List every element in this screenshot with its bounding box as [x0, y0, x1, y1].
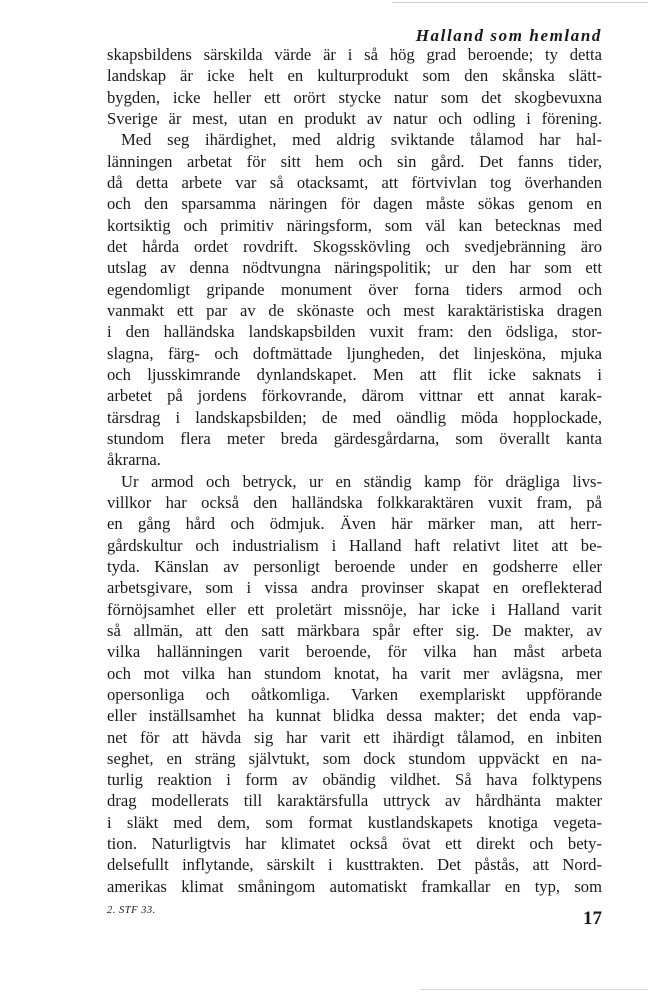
text-line: utslag av denna nödtvungna näringspolitik; ur den har som ett — [107, 258, 602, 278]
running-head: Halland som hemland — [415, 26, 602, 45]
text-line: och den sparsamma näringen för dagen måste sökas genom en — [107, 194, 602, 214]
text-line: vilka hallänningen varit beroende, för vilka han måst arbeta — [107, 642, 602, 662]
scan-edge-line-top — [392, 2, 648, 3]
text-line: kortsiktig och primitiv näringsform, som väl kan betecknas med — [107, 215, 602, 235]
text-line: länningen arbetat för sitt hem och sin gård. Det fanns tider, — [107, 151, 602, 171]
text-line: drag modellerats till karaktärsfulla uttryck av hårdhänta makter — [107, 791, 602, 811]
text-line: eller inställsamhet ha kunnat blidka dessa makter; det enda vap- — [107, 706, 602, 726]
text-line: tärsdrag i landskapsbilden; de med oändlig möda hopplockade, — [107, 407, 602, 427]
text-line: Med seg ihärdighet, med aldrig sviktande tålamod har hal- — [121, 130, 602, 150]
text-line: slagna, färg- och doftmättade ljungheden, det linjesköna, mjuka — [107, 343, 602, 363]
text-line: net för att hävda sig har varit ett ihärdigt tålamod, en inbiten — [107, 727, 602, 747]
text-line: bygden, icke heller ett orört stycke natur som det skogbevuxna — [107, 87, 602, 107]
text-line: Sverige är mest, utan en produkt av natur och odling i förening. — [107, 108, 602, 128]
text-line: skapsbildens särskilda värde är i så hög grad beroende; ty detta — [107, 45, 602, 64]
text-line: landskap är icke helt en kulturprodukt som den skånska slätt- — [107, 66, 602, 86]
text-line: villkor har också den halländska folkkaraktären vuxit fram, på — [107, 492, 602, 512]
text-line: i den halländska landskapsbilden vuxit fram: den ödsliga, stor- — [107, 322, 602, 342]
text-line: och ljusskimrande dynlandskapet. Men att flit icke saknats i — [107, 364, 602, 384]
text-line: amerikas klimat småningom automatiskt framkallar en typ, som — [107, 876, 602, 896]
text-line: det hårda ordet rovdrift. Skogsskövling och svedjebränning äro — [107, 236, 602, 256]
text-line: stundom flera meter breda gärdesgårdarna, som överallt kanta — [107, 428, 602, 448]
text-line: gårdskultur och industrialism i Halland haft relativt litet att be- — [107, 535, 602, 555]
text-line: vanmakt ett par av de skönaste och mest karaktäristiska dragen — [107, 300, 602, 320]
text-line: och mot vilka han stundom knotat, ha varit mer avlägsna, mer — [107, 663, 602, 683]
text-line: förnöjsamhet eller ett proletärt missnöje, har icke i Halland varit — [107, 599, 602, 619]
text-line: arbetsgivare, som i vissa andra provinser skapat en oreflekterad — [107, 578, 602, 598]
scan-edge-line-bottom — [420, 989, 648, 990]
text-line: arbetet på jordens förkovrande, därom vittnar ett annat karak- — [107, 386, 602, 406]
text-line: tyda. Känslan av personligt beroende under en godsherre eller — [107, 556, 602, 576]
text-line: opersonliga och oåtkomliga. Varken exemplariskt uppförande — [107, 684, 602, 704]
body-text — [107, 44, 602, 897]
text-line: i släkt med dem, som format kustlandskapets knotiga vegeta- — [107, 812, 602, 832]
text-line: så allmän, att den satt märkbara spår efter sig. De makter, av — [107, 620, 602, 640]
text-line: en gång hård och ödmjuk. Även här märker man, att herr- — [107, 514, 602, 534]
text-line: turlig reaktion i form av obändig vildhet. Så hava folktypens — [107, 770, 602, 790]
text-line: egendomligt gripande monument över forna tiders armod och — [107, 279, 602, 299]
signature-mark: 2. STF 33. — [107, 905, 156, 916]
text-line: Ur armod och betryck, ur en ständig kamp för drägliga livs- — [121, 471, 602, 491]
text-line: seghet, en sträng självtukt, som dock stundom uppväckt en na- — [107, 748, 602, 768]
text-line: delsefullt inflytande, särskilt i kusttrakten. Det påstås, att Nord- — [107, 855, 602, 875]
text-line: då detta arbete var så otacksamt, att förtvivlan tog överhanden — [107, 172, 602, 192]
text-line: tion. Naturligtvis har klimatet också övat ett direkt och bety- — [107, 834, 602, 854]
page-number: 17 — [583, 908, 602, 929]
text-line: åkrarna. — [107, 450, 161, 470]
